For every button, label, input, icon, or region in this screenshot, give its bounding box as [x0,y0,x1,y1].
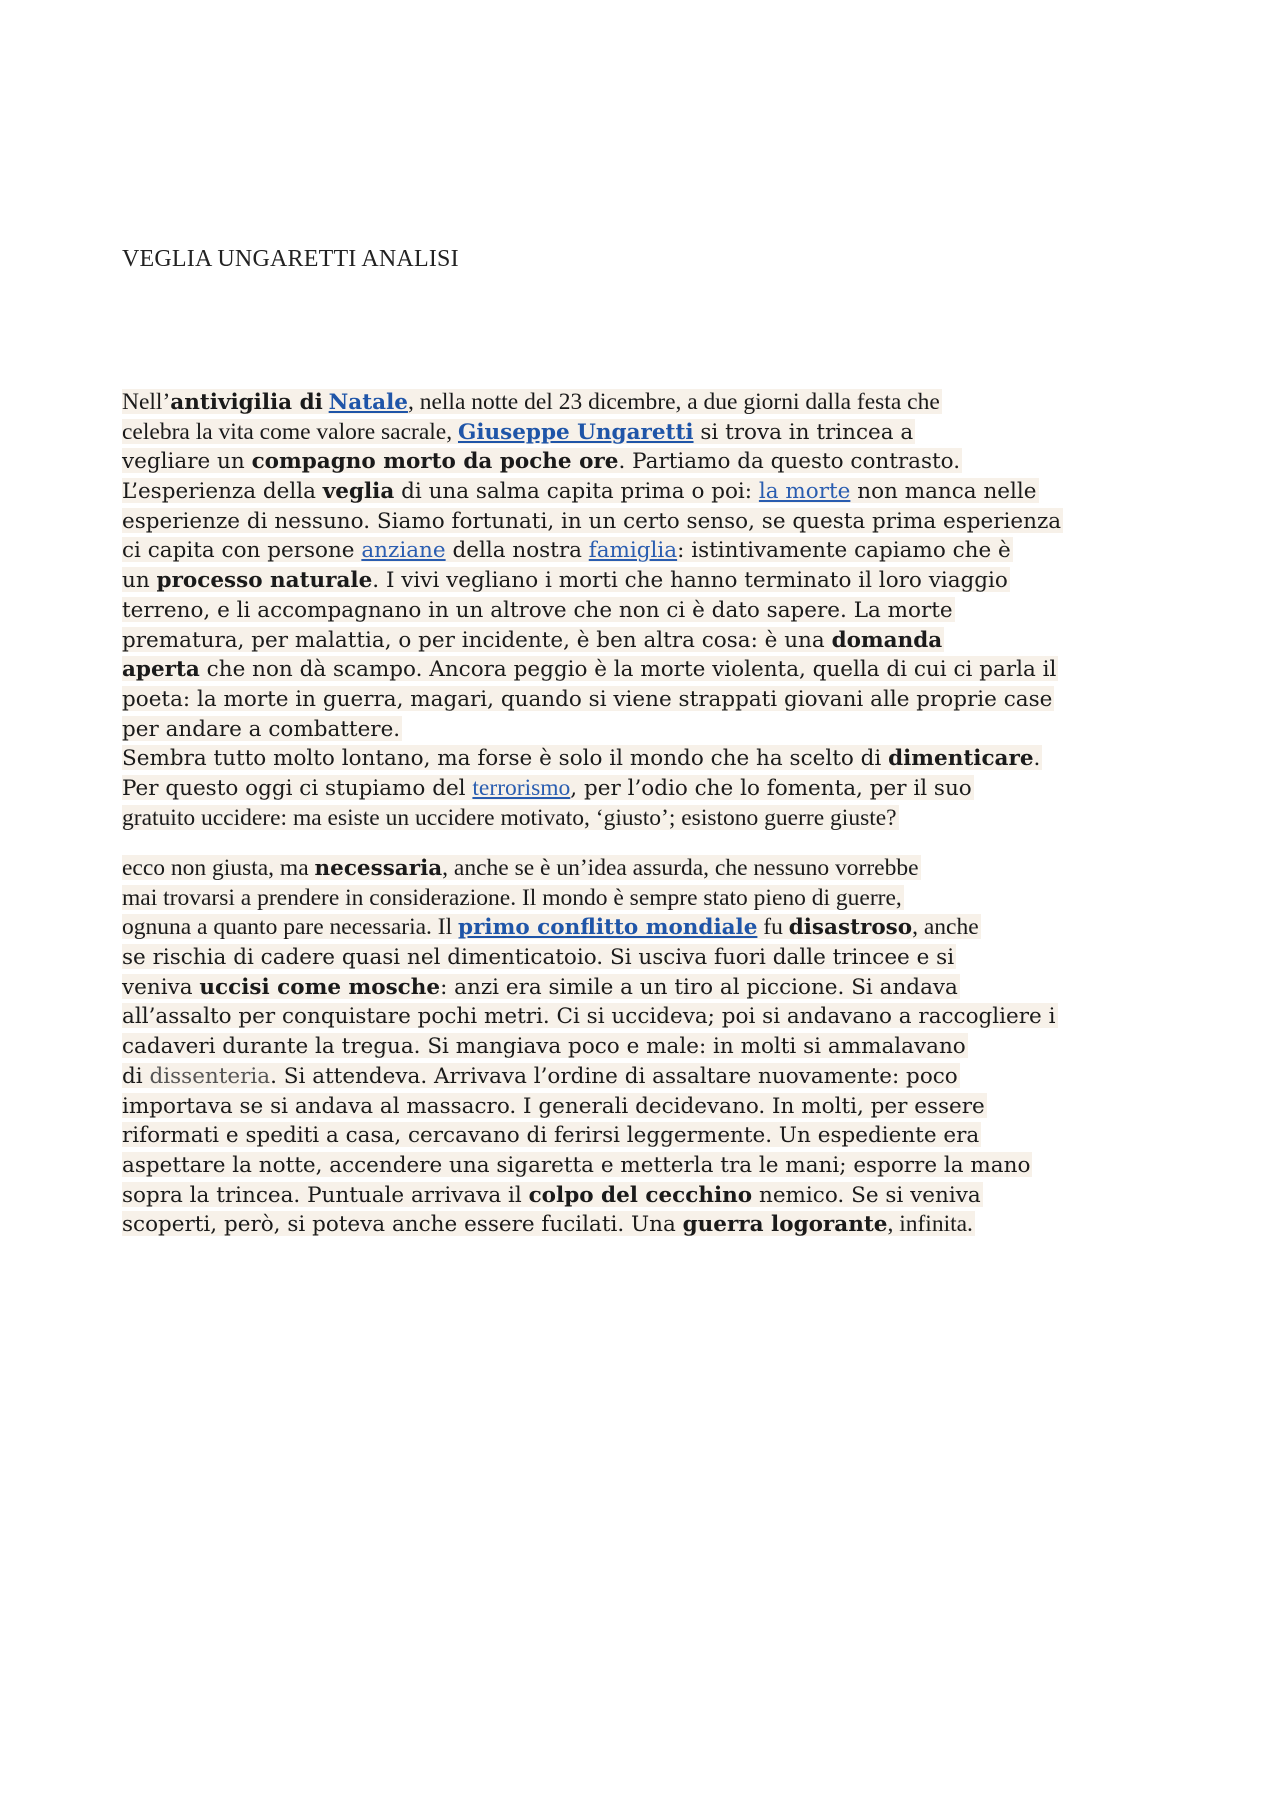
text-run: mai trovarsi a prendere in considerazione. Il mondo è sempre stato pieno di guerre, [122,884,902,911]
bold-text: processo naturale [156,568,373,594]
paragraph-2 [122,853,1172,1239]
bold-text: necessaria [314,856,443,881]
text-line [122,1180,1172,1210]
bold-text: compagno morto da poche ore [251,449,619,475]
text-run: . Si attendeva. Arrivava l’ordine di assaltare nuovamente: poco [270,1063,958,1089]
text-line [122,743,1172,773]
text-run: ecco non giusta, ma [122,855,315,881]
text-line [122,972,1172,1002]
link-terrorismo[interactable]: terrorismo [472,774,571,801]
text-run: poeta: la morte in guerra, magari, quando si viene strappati giovani alle proprie case [122,686,1053,712]
text-run: Per questo oggi ci stupiamo del [122,775,473,801]
text-run: . [1033,746,1041,772]
text-run: un [122,568,157,594]
text-run: all’assalto per conquistare pochi metri. Ci si uccideva; poi si andavano a raccogliere i [122,1004,1056,1030]
bold-text: guerra logorante [682,1212,888,1238]
text-line [122,417,1172,447]
link-la-morte[interactable]: la morte [758,479,851,505]
link-primo-conflitto-mondiale[interactable]: primo conflitto mondiale [458,915,758,941]
text-run: per andare a combattere. [122,716,401,742]
document-title: VEGLIA UNGARETTI ANALISI [122,246,459,272]
bold-text: colpo del cecchino [528,1182,753,1208]
text-line [122,1031,1172,1061]
text-run: ognuna a quanto pare necessaria. Il [122,914,459,941]
link-natale[interactable]: Natale [328,390,408,415]
bold-text: domanda [831,627,943,653]
text-line [122,773,1172,803]
bold-text: dimenticare [888,746,1034,772]
text-line [122,535,1172,565]
text-line [122,1209,1172,1239]
text-run: celebra la vita come valore sacrale, [122,418,458,445]
text-line [122,595,1172,625]
text-line [122,803,1172,833]
text-line [122,1061,1172,1091]
text-run: terreno, e li accompagnano in un altrove che non ci è dato sapere. La morte [122,597,953,623]
text-line [122,565,1172,595]
text-line [122,883,1172,913]
link-giuseppe-ungaretti[interactable]: Giuseppe Ungaretti [457,419,694,445]
text-run: veniva [122,974,200,1000]
text-run: riformati e spediti a casa, cercavano di ferirsi leggermente. Un espediente era [122,1123,980,1149]
text-line [122,853,1172,883]
text-run: , infinita. [887,1211,973,1238]
text-run: gratuito uccidere: ma esiste un uccidere motivato, ‘giusto’; esistono guerre giuste? [122,804,897,831]
text-run: , per l’odio che lo fomenta, per il suo [570,775,972,801]
text-run: di [122,1063,150,1089]
text-run: : anzi era simile a un tiro al piccione. Si andava [440,974,958,1000]
text-run: della nostra [445,538,589,564]
text-run: . Partiamo da questo contrasto. [618,449,961,475]
text-run: fu [757,914,789,941]
text-line [122,684,1172,714]
text-run: prematura, per malattia, o per incidente, è ben altra cosa: è una [122,627,832,653]
text-run: scoperti, però, si poteva anche essere fucilati. Una [122,1212,683,1238]
text-run: che non dà scampo. Ancora peggio è la morte violenta, quella di cui ci parla il [199,657,1057,683]
text-run: L’esperienza della [122,479,323,505]
text-line [122,1091,1172,1121]
text-run: cadaveri durante la tregua. Si mangiava poco e male: in molti si ammalavano [122,1034,966,1060]
text-run: . I vivi vegliano i morti che hanno terminato il loro viaggio [372,568,1008,594]
link-dissenteria[interactable]: dissenteria [149,1063,271,1089]
bold-text: disastroso [788,915,913,941]
link-famiglia[interactable]: famiglia [588,538,678,564]
text-run: aspettare la notte, accendere una sigaretta e metterla tra le mani; esporre la mano [122,1152,1031,1178]
text-run: non manca nelle [850,479,1037,505]
text-line [122,942,1172,972]
text-line [122,387,1172,417]
text-run: , anche se è un’idea assurda, che nessuno vorrebbe [442,855,919,881]
text-run: : istintivamente capiamo che è [677,538,1011,564]
text-run: ci capita con persone [122,538,362,564]
bold-text: aperta [122,657,200,683]
paragraph-1 [122,387,1172,832]
link-anziane[interactable]: anziane [361,538,446,564]
text-run: Sembra tutto molto lontano, ma forse è solo il mondo che ha scelto di [122,746,889,772]
text-run: vegliare un [122,449,252,475]
text-line [122,446,1172,476]
bold-text: antivigilia di [170,390,323,415]
text-line [122,1001,1172,1031]
text-run: se rischia di cadere quasi nel dimenticatoio. Si usciva fuori dalle trincee e si [122,945,955,971]
text-line [122,1150,1172,1180]
text-run: si trova in trincea a [693,419,914,445]
text-run: Nell’ [122,389,171,415]
text-run: importava se si andava al massacro. I generali decidevano. In molti, per essere [122,1093,985,1119]
text-run: , nella notte del 23 dicembre, a due giorni dalla festa che [407,389,940,415]
text-line [122,714,1172,744]
bold-text: uccisi come mosche [199,974,441,1000]
bold-text: veglia [322,479,395,505]
text-run: nemico. Se si veniva [752,1182,981,1208]
text-run: sopra la trincea. Puntuale arrivava il [122,1182,529,1208]
text-line [122,912,1172,942]
text-line [122,1120,1172,1150]
text-run: , anche [912,914,979,941]
text-line [122,476,1172,506]
text-line [122,654,1172,684]
text-line [122,625,1172,655]
text-run: di una salma capita prima o poi: [394,479,759,505]
text-line [122,506,1172,536]
text-run: esperienze di nessuno. Siamo fortunati, in un certo senso, se questa prima esperienza [122,508,1062,534]
